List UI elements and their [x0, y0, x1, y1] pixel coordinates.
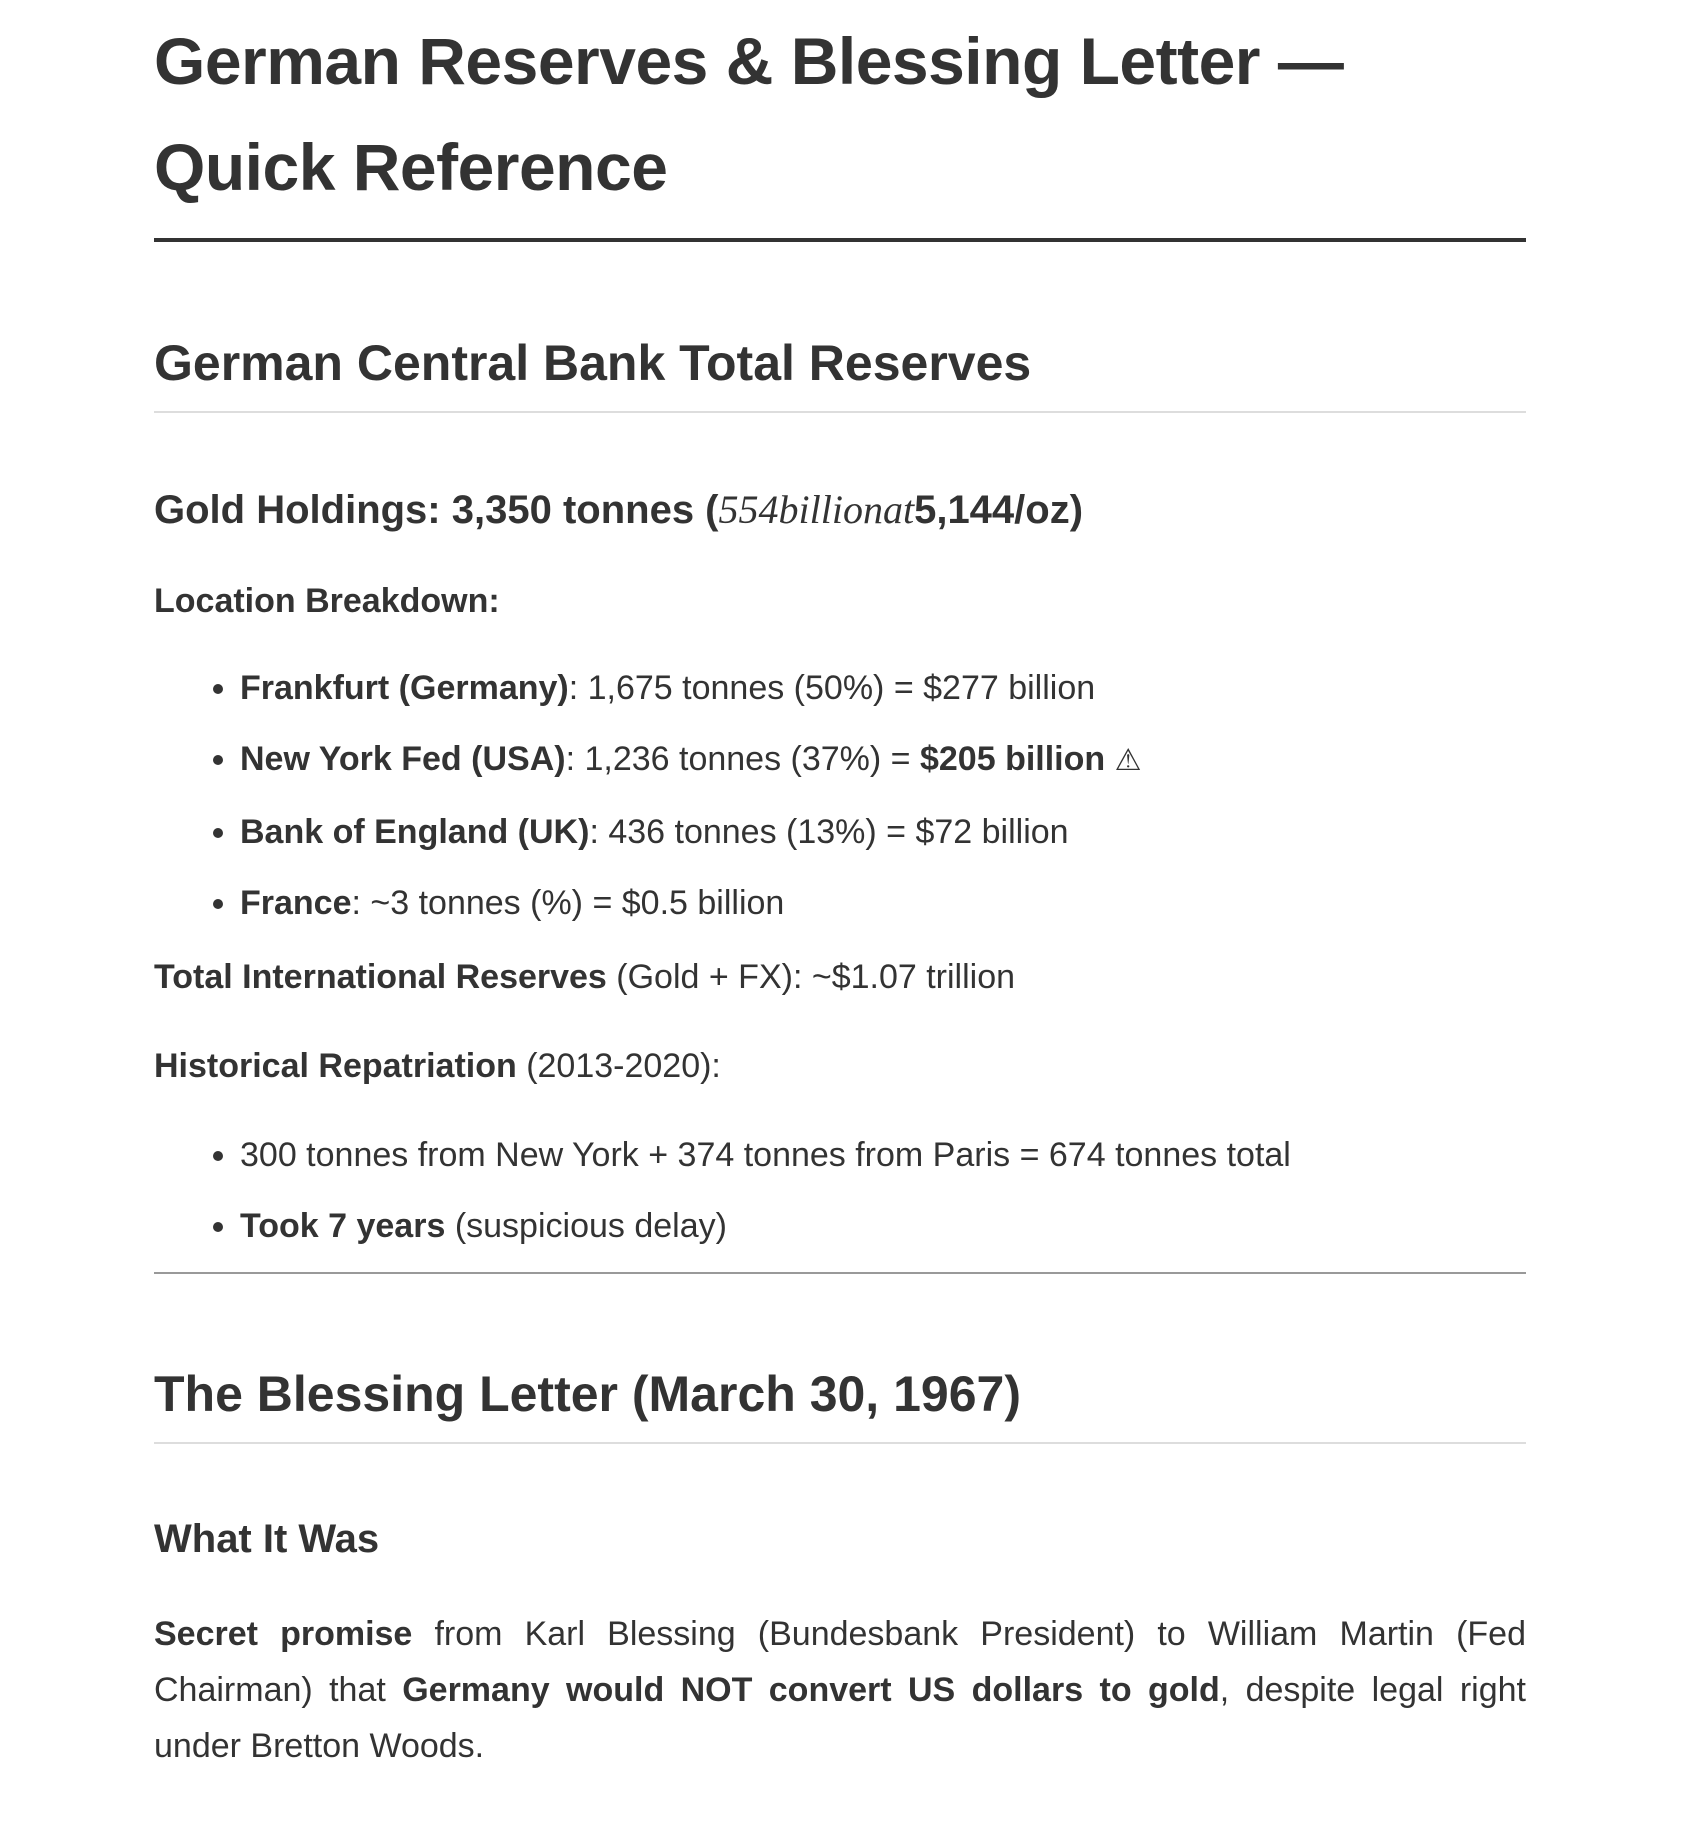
horizontal-rule — [154, 1272, 1526, 1274]
location-detail: : 1,236 tonnes (37%) = — [565, 740, 920, 778]
location-list — [154, 663, 1526, 928]
location-label: Location Breakdown: — [154, 582, 500, 620]
item-text: (suspicious delay) — [445, 1207, 727, 1245]
location-name: New York Fed (USA) — [240, 740, 566, 778]
location-name: France — [240, 884, 352, 922]
repatriation-list — [154, 1130, 1526, 1251]
para-bold: Germany would NOT convert US dollars to gold — [402, 1671, 1220, 1709]
total-reserves — [154, 949, 1526, 1005]
section-divider — [154, 411, 1526, 413]
location-value: $205 billion — [919, 740, 1106, 778]
what-it-was-heading: What It Was — [154, 1517, 380, 1561]
location-name: Frankfurt (Germany) — [240, 669, 569, 707]
warning-icon: ⚠ — [1114, 744, 1142, 777]
list-item — [240, 1130, 1526, 1180]
repatriation-period: (2013-2020): — [516, 1047, 721, 1085]
page-title: German Reserves & Blessing Letter — Quick Reference — [154, 24, 1344, 204]
document — [154, 0, 1526, 1774]
para-bold: Secret promise — [154, 1615, 413, 1653]
repatriation — [154, 1038, 1526, 1094]
repatriation-label: Historical Repatriation — [154, 1047, 517, 1085]
para-text: from Karl Blessing (Bundesbank President) to William Martin (Fed Chairman) that — [154, 1615, 1526, 1709]
gold-math: 554billionat — [718, 487, 915, 532]
total-value: (Gold + FX): ~$1.07 trillion — [606, 958, 1016, 996]
para-text: , despite legal right under Bretton Woods. — [154, 1671, 1526, 1765]
item-text: 300 tonnes from New York + 374 tonnes from Paris = 674 tonnes total — [240, 1136, 1291, 1174]
total-label: Total International Reserves — [154, 958, 607, 996]
location-name: Bank of England (UK) — [240, 813, 590, 851]
location-detail: : ~3 tonnes (%) = $0.5 billion — [351, 884, 785, 922]
title-divider — [154, 238, 1526, 242]
section-divider — [154, 1442, 1526, 1444]
item-bold: Took 7 years — [240, 1207, 446, 1245]
list-item — [240, 878, 1526, 928]
list-item — [240, 663, 1526, 713]
gold-prefix: Gold Holdings: 3,350 tonnes ( — [154, 488, 719, 532]
list-item — [240, 734, 1526, 786]
gold-holdings-heading — [154, 485, 1526, 535]
location-detail: : 1,675 tonnes (50%) = $277 billion — [568, 669, 1096, 707]
section-heading-reserves: German Central Bank Total Reserves — [154, 335, 1032, 391]
section-heading-blessing: The Blessing Letter (March 30, 1967) — [154, 1366, 1021, 1422]
list-item — [240, 807, 1526, 857]
location-detail: : 436 tonnes (13%) = $72 billion — [589, 813, 1069, 851]
list-item — [240, 1201, 1526, 1251]
blessing-paragraph — [154, 1606, 1526, 1774]
gold-suffix: 5,144/oz) — [914, 488, 1084, 532]
